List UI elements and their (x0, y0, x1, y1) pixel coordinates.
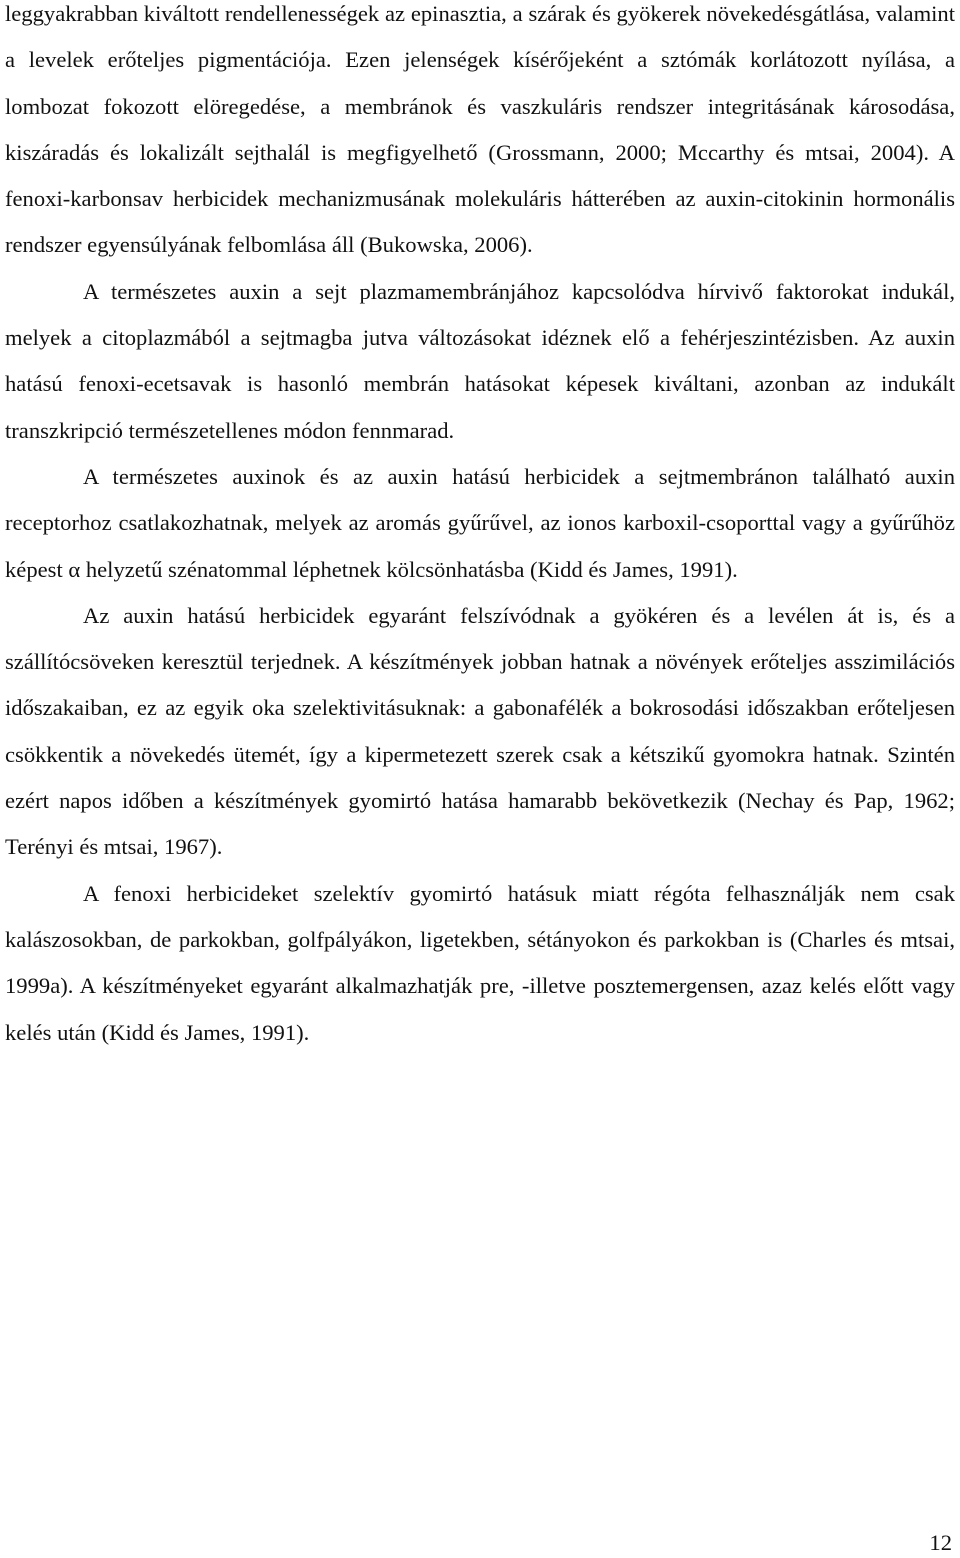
page-number: 12 (929, 1530, 952, 1555)
paragraph: A természetes auxin a sejt plazmamembránjához kapcsolódva hírvivő faktorokat indukál, melyek a citoplazmából a sejtmagba jutva változásokat idéznek elő a fehérjeszintézisben. Az auxin hatású fenoxi-ecetsavak is hasonló membrán hatásokat képesek kiváltani, azonban az indukált transzkripció természetellenes módon fennmarad. (5, 278, 955, 443)
paragraph: A természetes auxinok és az auxin hatású herbicidek a sejtmembránon található auxin receptorhoz csatlakozhatnak, melyek az aromás gyűrűvel, az ionos karboxil-csoporttal vagy a gyűrűhöz képest α helyzetű szénatommal léphetnek kölcsönhatásba (Kidd és James, 1991). (5, 463, 955, 582)
document-body (5, 0, 955, 1056)
paragraph: Az auxin hatású herbicidek egyaránt felszívódnak a gyökéren és a levélen át is, és a szállítócsöveken keresztül terjednek. A készítmények jobban hatnak a növények erőteljes asszimilációs időszakaiban, ez az egyik oka szelektivitásuknak: a gabonafélék a bokrosodási időszakban erőteljesen csökkentik a növekedés ütemét, így a kipermetezett szerek csak a kétszikű gyomokra hatnak. Szintén ezért napos időben a készítmények gyomirtó hatása hamarabb bekövetkezik (Nechay és Pap, 1962; Terényi és mtsai, 1967). (5, 602, 955, 860)
paragraph: A fenoxi herbicideket szelektív gyomirtó hatásuk miatt régóta felhasználják nem csak kalászosokban, de parkokban, golfpályákon, ligetekben, sétányokon és parkokban is (Charles és mtsai, 1999a). A készítményeket egyaránt alkalmazhatják pre, -illetve posztemergensen, azaz kelés előtt vagy kelés után (Kidd és James, 1991). (5, 880, 955, 1045)
paragraph: leggyakrabban kiváltott rendellenességek az epinasztia, a szárak és gyökerek növekedésgátlása, valamint a levelek erőteljes pigmentációja. Ezen jelenségek kísérőjeként a sztómák korlátozott nyílása, a lombozat fokozott elöregedése, a membránok és vaszkuláris rendszer integritásának károsodása, kiszáradás és lokalizált sejthalál is megfigyelhető (Grossmann, 2000; Mccarthy és mtsai, 2004). A fenoxi-karbonsav herbicidek mechanizmusának molekuláris hátterében az auxin-citokinin hormonális rendszer egyensúlyának felbomlása áll (Bukowska, 2006). (5, 1, 955, 258)
